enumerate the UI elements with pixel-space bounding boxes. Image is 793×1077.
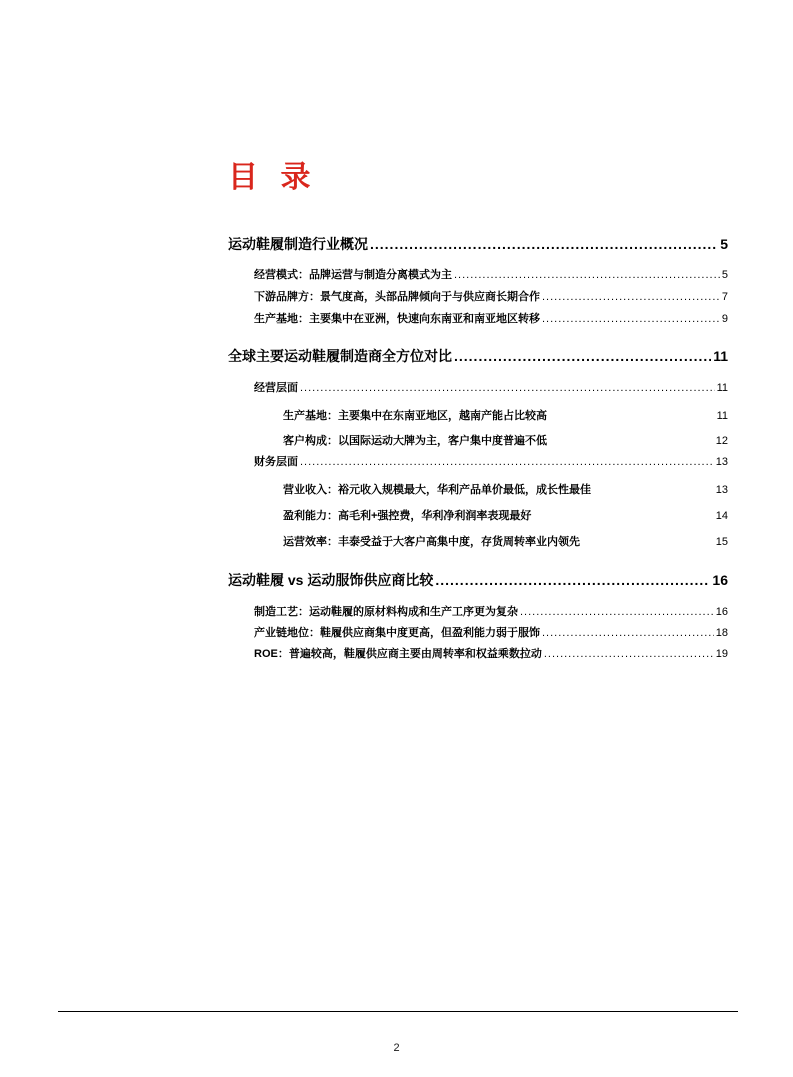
footer-divider: [58, 1011, 738, 1012]
toc-entry-label: 运营效率：丰泰受益于大客户高集中度，存货周转率业内领先: [283, 536, 580, 548]
toc-entry-label: 生产基地：主要集中在东南亚地区，越南产能占比较高: [283, 410, 547, 422]
toc-leader-dots: [542, 313, 720, 325]
toc-entry-page: 11: [713, 348, 728, 364]
toc-entry-page: 9: [721, 313, 728, 325]
toc-entry-page: 15: [715, 536, 728, 548]
toc-entry[interactable]: [283, 481, 728, 497]
toc-leader-dots: [454, 348, 711, 364]
toc-entry-page: 16: [712, 572, 728, 588]
toc-entry-label: 生产基地：主要集中在亚洲，快速向东南亚和南亚地区转移: [254, 313, 540, 325]
toc-entry-label: 盈利能力：高毛利+强控费，华利净利润率表现最好: [283, 510, 532, 522]
toc-entry-page: 13: [715, 456, 728, 468]
toc-entry-label: 经营模式：品牌运营与制造分离模式为主: [254, 269, 452, 281]
toc-entry-page: 5: [720, 236, 728, 252]
toc-entry[interactable]: [254, 266, 728, 282]
toc-entry[interactable]: [254, 453, 728, 469]
toc-entry-page: 11: [716, 410, 728, 422]
toc-leader-dots: [520, 606, 714, 618]
toc-entry-page: 11: [716, 382, 728, 394]
toc-entry[interactable]: [283, 533, 728, 549]
toc-entry-page: 16: [715, 606, 728, 618]
toc-entry[interactable]: [254, 310, 728, 326]
toc-entry[interactable]: [283, 407, 728, 423]
toc-entry[interactable]: [254, 645, 728, 661]
toc-leader-dots: [370, 236, 718, 252]
toc-entry[interactable]: [254, 379, 728, 395]
toc-entry-label: 经营层面: [254, 382, 298, 394]
toc-entry-label: 运动鞋履制造行业概况: [228, 236, 368, 252]
toc-entry[interactable]: [254, 624, 728, 640]
toc-leader-dots: [542, 627, 714, 639]
toc-leader-dots: [544, 648, 714, 660]
toc-entry-label: 营业收入：裕元收入规模最大，华利产品单价最低，成长性最佳: [283, 484, 591, 496]
toc-entry[interactable]: [228, 570, 728, 590]
toc-entry-page: 5: [721, 269, 728, 281]
toc-entry-label: ROE：普遍较高，鞋履供应商主要由周转率和权益乘数拉动: [254, 648, 542, 660]
toc-entry-page: 18: [715, 627, 728, 639]
toc-entry-page: 12: [715, 435, 728, 447]
toc-entry[interactable]: [228, 346, 728, 366]
toc-entry-page: 14: [715, 510, 728, 522]
toc-entry-page: 13: [715, 484, 728, 496]
toc-entry[interactable]: [254, 603, 728, 619]
toc-entry-label: 客户构成：以国际运动大牌为主，客户集中度普遍不低: [283, 435, 547, 447]
toc-leader-dots: [435, 572, 710, 588]
toc-leader-dots: [454, 269, 720, 281]
toc-leader-dots: [300, 456, 714, 468]
toc-entry[interactable]: [228, 234, 728, 254]
toc-entry-page: 7: [721, 291, 728, 303]
toc-entry-label: 产业链地位：鞋履供应商集中度更高，但盈利能力弱于服饰: [254, 627, 540, 639]
toc-leader-dots: [542, 291, 720, 303]
toc-entry-label: 制造工艺：运动鞋履的原材料构成和生产工序更为复杂: [254, 606, 518, 618]
toc-entry-page: 19: [715, 648, 728, 660]
toc-entry[interactable]: [283, 432, 728, 448]
toc-entry-label: 运动鞋履 vs 运动服饰供应商比较: [228, 572, 434, 588]
toc-entry[interactable]: [283, 507, 728, 523]
toc-title: 目 录: [228, 160, 317, 195]
toc-entry-label: 下游品牌方：景气度高，头部品牌倾向于与供应商长期合作: [254, 291, 540, 303]
toc-entry-label: 财务层面: [254, 456, 298, 468]
toc-entry[interactable]: [254, 288, 728, 304]
toc-entry-label: 全球主要运动鞋履制造商全方位对比: [228, 348, 452, 364]
toc-leader-dots: [300, 382, 715, 394]
page-number: 2: [393, 1042, 400, 1054]
